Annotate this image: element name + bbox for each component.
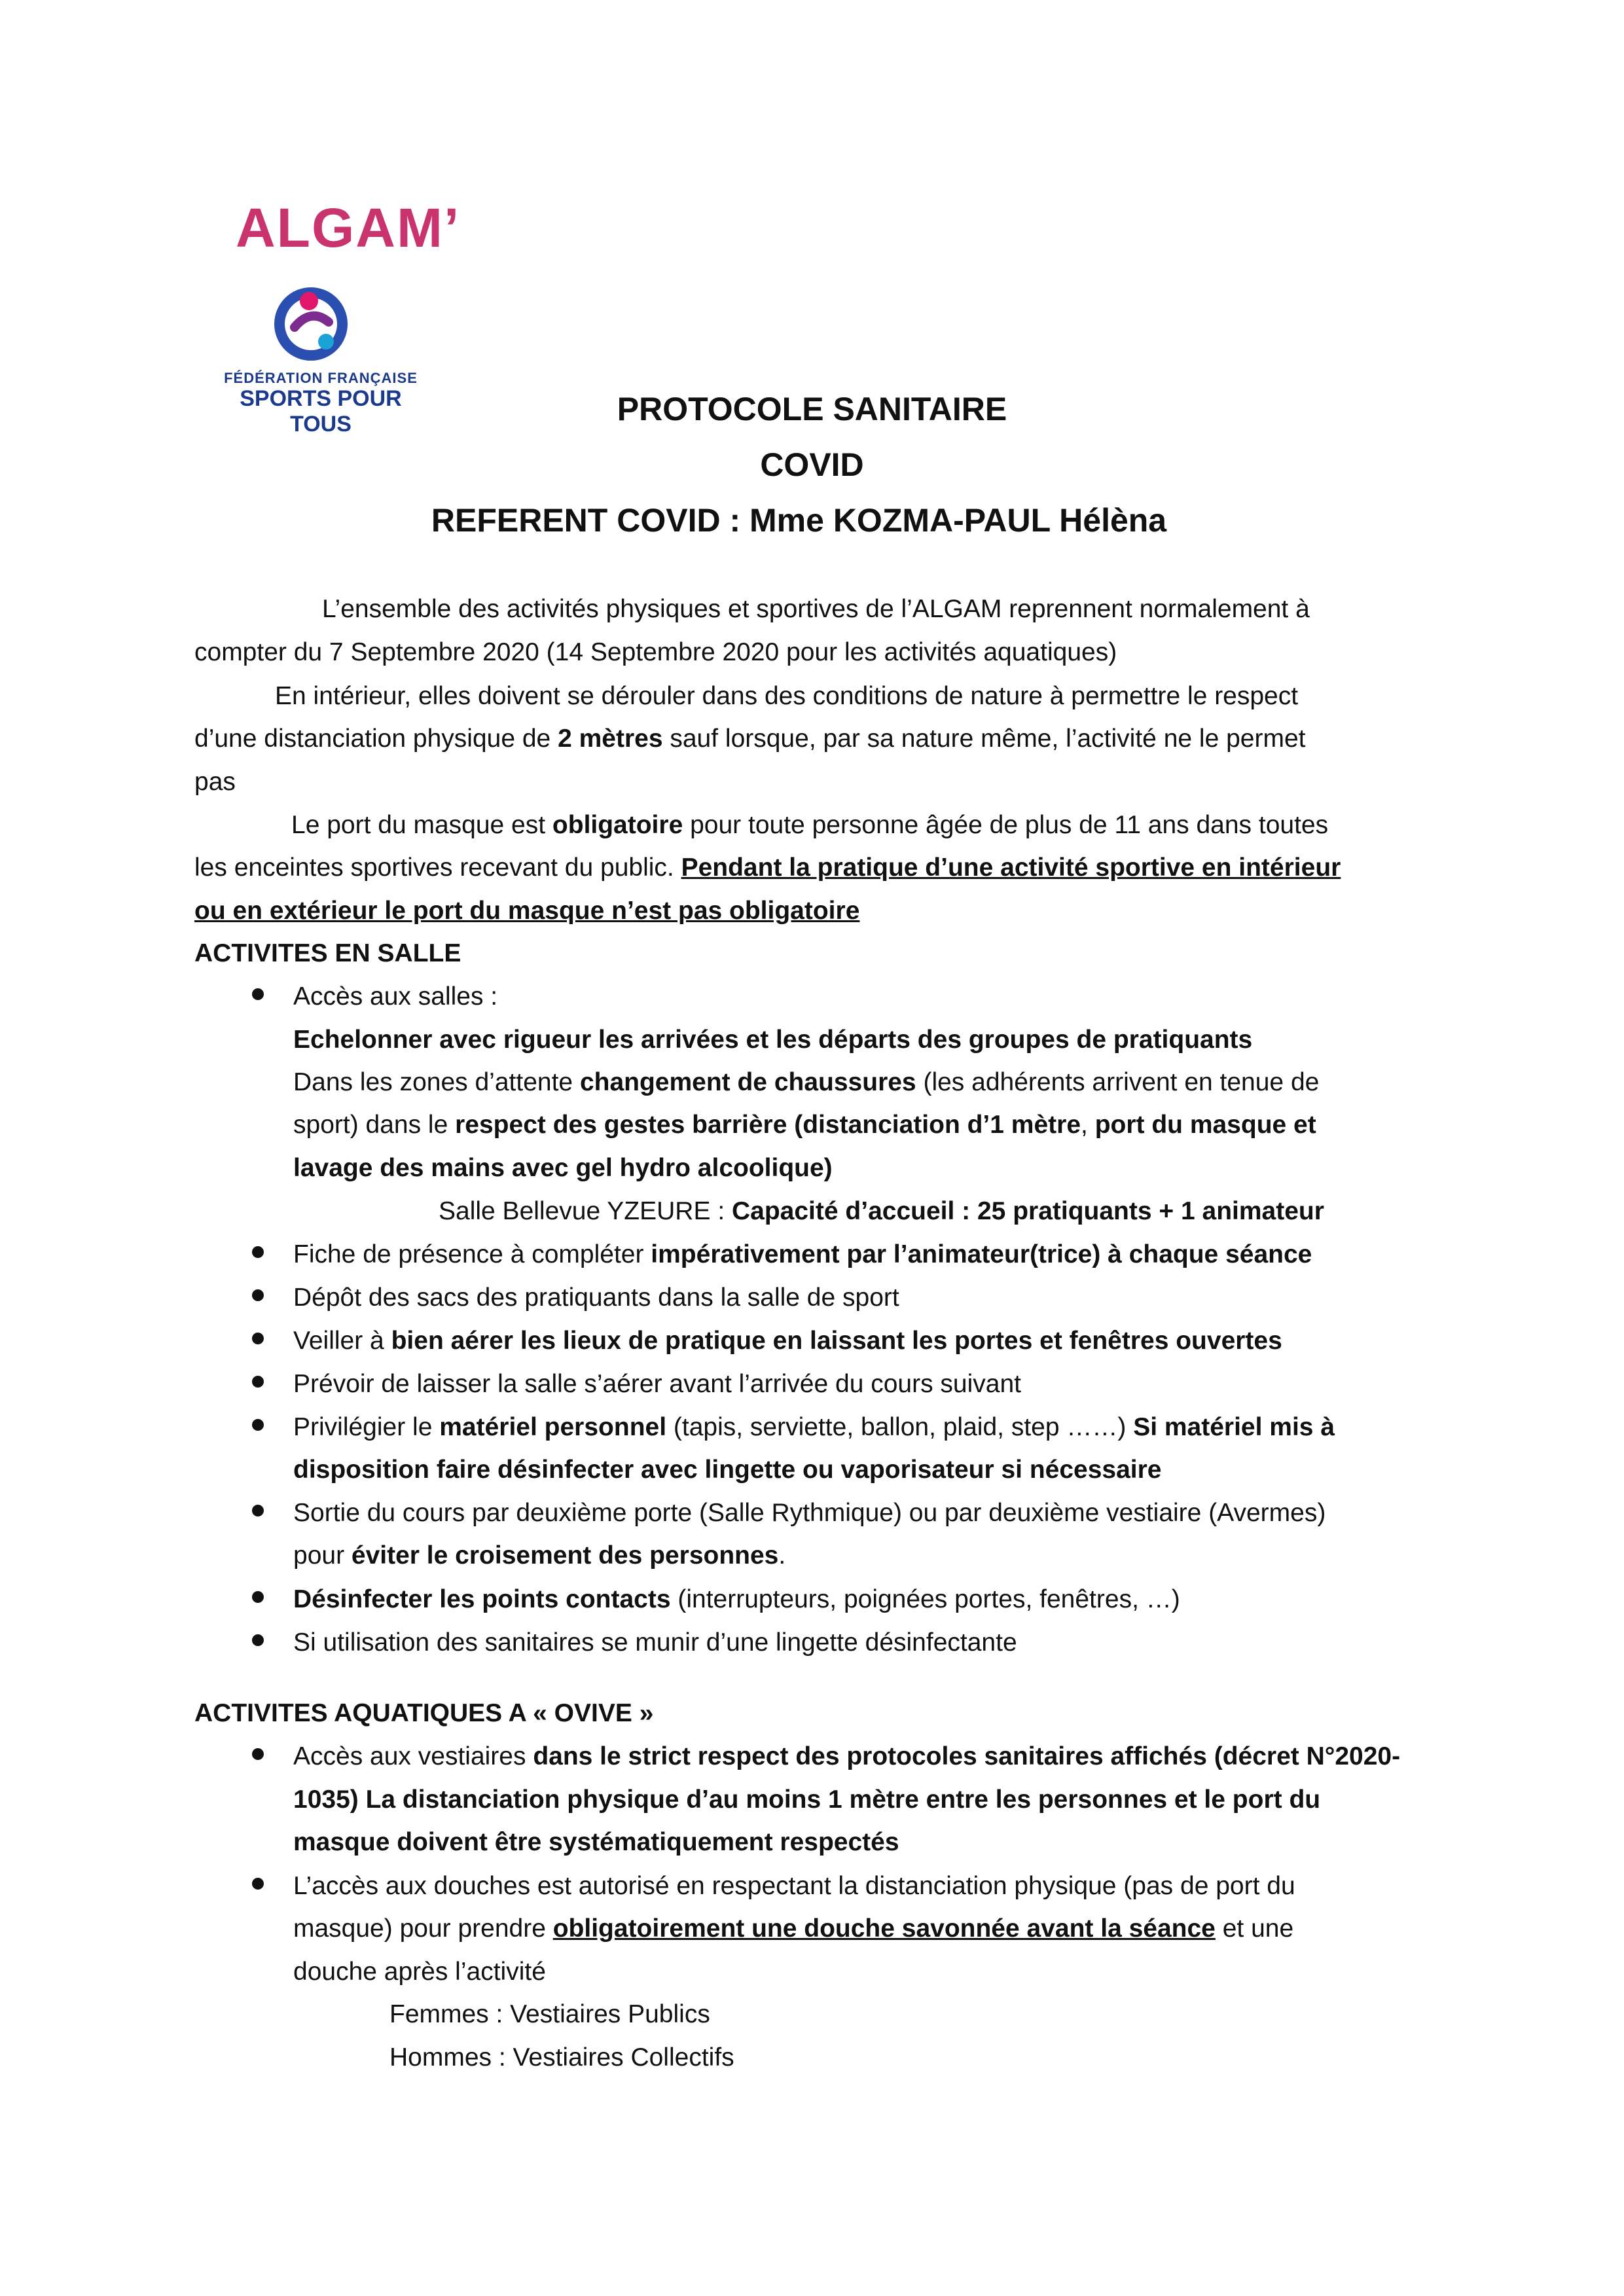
heading-activites-salle: ACTIVITES EN SALLE	[194, 939, 461, 967]
text-run: ,	[1081, 1111, 1095, 1139]
text-run-bold: dans le strict respect des protocoles sanitaires affichés (décret N°2020-	[533, 1742, 1401, 1770]
aqua-vestiaires-line3: masque doivent être systématiquement respectés	[293, 1828, 899, 1856]
text-run: Accès aux vestiaires	[293, 1742, 533, 1770]
salle-veiller	[293, 1325, 1282, 1357]
text-run-bold: obligatoire	[552, 811, 683, 839]
title-protocole: PROTOCOLE SANITAIRE	[617, 391, 1007, 427]
text-run: (tapis, serviette, ballon, plaid, step ……)	[666, 1413, 1134, 1441]
salle-privilegier-line2: disposition faire désinfecter avec lingette ou vaporisateur si nécessaire	[293, 1456, 1162, 1484]
bullet-icon	[252, 1246, 264, 1258]
text-run: pour	[293, 1541, 352, 1570]
salle-sortie-line2	[293, 1540, 785, 1571]
aqua-douches-line3: douche après l’activité	[293, 1958, 546, 1986]
bullet-icon	[252, 1634, 264, 1646]
salle-sortie: Sortie du cours par deuxième porte (Salle Rythmique) ou par deuxième vestiaire (Avermes)	[293, 1499, 1326, 1527]
bullet-icon	[252, 1748, 264, 1760]
text-run: pour toute personne âgée de plus de 11 ans dans toutes	[683, 811, 1329, 839]
salle-fiche	[293, 1239, 1312, 1270]
text-run: Dans les zones d’attente	[293, 1068, 580, 1096]
bullet-icon	[252, 1419, 264, 1431]
sports-pour-tous-emblem-icon	[268, 281, 353, 367]
text-run: sauf lorsque, par sa nature même, l’activité ne le permet	[662, 725, 1306, 753]
intro-p2-line3: pas	[194, 768, 236, 796]
logo-tagline: SPORTS POUR TOUS	[240, 386, 402, 437]
text-run-bold: respect des gestes barrière (distanciation d’1 mètre	[455, 1111, 1081, 1139]
aqua-femmes: Femmes : Vestiaires Publics	[389, 2000, 710, 2028]
salle-echelonner: Echelonner avec rigueur les arrivées et les départs des groupes de pratiquants	[293, 1026, 1253, 1054]
intro-p3-line2	[194, 852, 1341, 884]
intro-p1-line1: L’ensemble des activités physiques et sportives de l’ALGAM reprennent normalement à	[322, 595, 1310, 623]
intro-p2-line2	[194, 723, 1306, 755]
intro-p1-line2: compter du 7 Septembre 2020 (14 Septembre 2020 pour les activités aquatiques)	[194, 638, 1117, 666]
bullet-icon	[252, 1878, 264, 1890]
aqua-douches: L’accès aux douches est autorisé en respectant la distanciation physique (pas de port du	[293, 1872, 1295, 1900]
bullet-icon	[252, 1376, 264, 1388]
text-run-bold: impérativement par l’animateur(trice) à chaque séance	[651, 1240, 1312, 1268]
text-run-bold: Capacité d’accueil : 25 pratiquants + 1 animateur	[732, 1197, 1324, 1225]
text-run-bold: Si matériel mis à	[1133, 1413, 1335, 1441]
text-run-bold-underline: obligatoirement une douche savonnée avant la séance	[552, 1914, 1216, 1943]
text-run: Le port du masque est	[291, 811, 552, 839]
salle-lavage: lavage des mains avec gel hydro alcoolique)	[293, 1154, 833, 1182]
bullet-icon	[252, 1289, 264, 1301]
text-run: (les adhérents arrivent en tenue de	[916, 1068, 1320, 1096]
text-run-bold-underline: Pendant la pratique d’une activité sportive en intérieur	[681, 853, 1341, 882]
intro-p3-line3: ou en extérieur le port du masque n’est pas obligatoire	[194, 897, 860, 925]
bullet-icon	[252, 1591, 264, 1603]
text-run-bold: port du masque et	[1094, 1111, 1316, 1139]
intro-p3-line1	[291, 810, 1328, 841]
text-run: sport) dans le	[293, 1111, 456, 1139]
aqua-vestiaires	[293, 1741, 1400, 1772]
text-run-bold: bien aérer les lieux de pratique en laissant les portes et fenêtres ouvertes	[391, 1327, 1282, 1355]
heading-activites-aquatiques: ACTIVITES AQUATIQUES A « OVIVE »	[194, 1699, 654, 1727]
salle-acces: Accès aux salles :	[293, 982, 498, 1011]
text-run: et une	[1215, 1914, 1294, 1943]
text-run: Fiche de présence à compléter	[293, 1240, 651, 1268]
aqua-vestiaires-line2: 1035) La distanciation physique d’au moins 1 mètre entre les personnes et le port du	[293, 1785, 1321, 1814]
intro-p2-line1: En intérieur, elles doivent se dérouler dans des conditions de nature à permettre le respect	[275, 682, 1299, 710]
text-run: les enceintes sportives recevant du public.	[194, 853, 681, 882]
text-run: d’une distanciation physique de	[194, 725, 558, 753]
text-run-bold: 2 mètres	[558, 725, 663, 753]
text-run: Salle Bellevue YZEURE :	[439, 1197, 732, 1225]
salle-depot: Dépôt des sacs des pratiquants dans la salle de sport	[293, 1283, 899, 1312]
bullet-icon	[252, 1505, 264, 1516]
salle-zones	[293, 1067, 1319, 1098]
bullet-icon	[252, 988, 264, 1000]
salle-desinfecter	[293, 1584, 1180, 1615]
algam-logo	[216, 196, 461, 437]
title-referent: REFERENT COVID : Mme KOZMA-PAUL Hélèna	[431, 502, 1167, 539]
text-run: (interrupteurs, poignées portes, fenêtres, …)	[670, 1585, 1180, 1613]
salle-prevoir: Prévoir de laisser la salle s’aérer avant l’arrivée du cours suivant	[293, 1370, 1021, 1398]
aqua-douches-line2	[293, 1913, 1293, 1945]
text-run-bold: matériel personnel	[439, 1413, 667, 1441]
logo-federation: FÉDÉRATION FRANÇAISE	[224, 370, 418, 386]
text-run-bold: Désinfecter les points contacts	[293, 1585, 671, 1613]
bullet-icon	[252, 1333, 264, 1344]
text-run: Privilégier le	[293, 1413, 440, 1441]
text-run-bold: changement de chaussures	[579, 1068, 916, 1096]
aqua-hommes: Hommes : Vestiaires Collectifs	[389, 2043, 734, 2072]
title-covid: COVID	[760, 446, 864, 483]
text-run: Veiller à	[293, 1327, 391, 1355]
text-run-bold: éviter le croisement des personnes	[351, 1541, 779, 1570]
text-run: .	[778, 1541, 786, 1570]
logo-brand: ALGAM’	[236, 197, 461, 259]
text-run: masque) pour prendre	[293, 1914, 553, 1943]
salle-sanitaires: Si utilisation des sanitaires se munir d’une lingette désinfectante	[293, 1628, 1017, 1657]
salle-sport	[293, 1109, 1316, 1141]
salle-capacite	[439, 1196, 1324, 1227]
salle-privilegier	[293, 1412, 1335, 1443]
